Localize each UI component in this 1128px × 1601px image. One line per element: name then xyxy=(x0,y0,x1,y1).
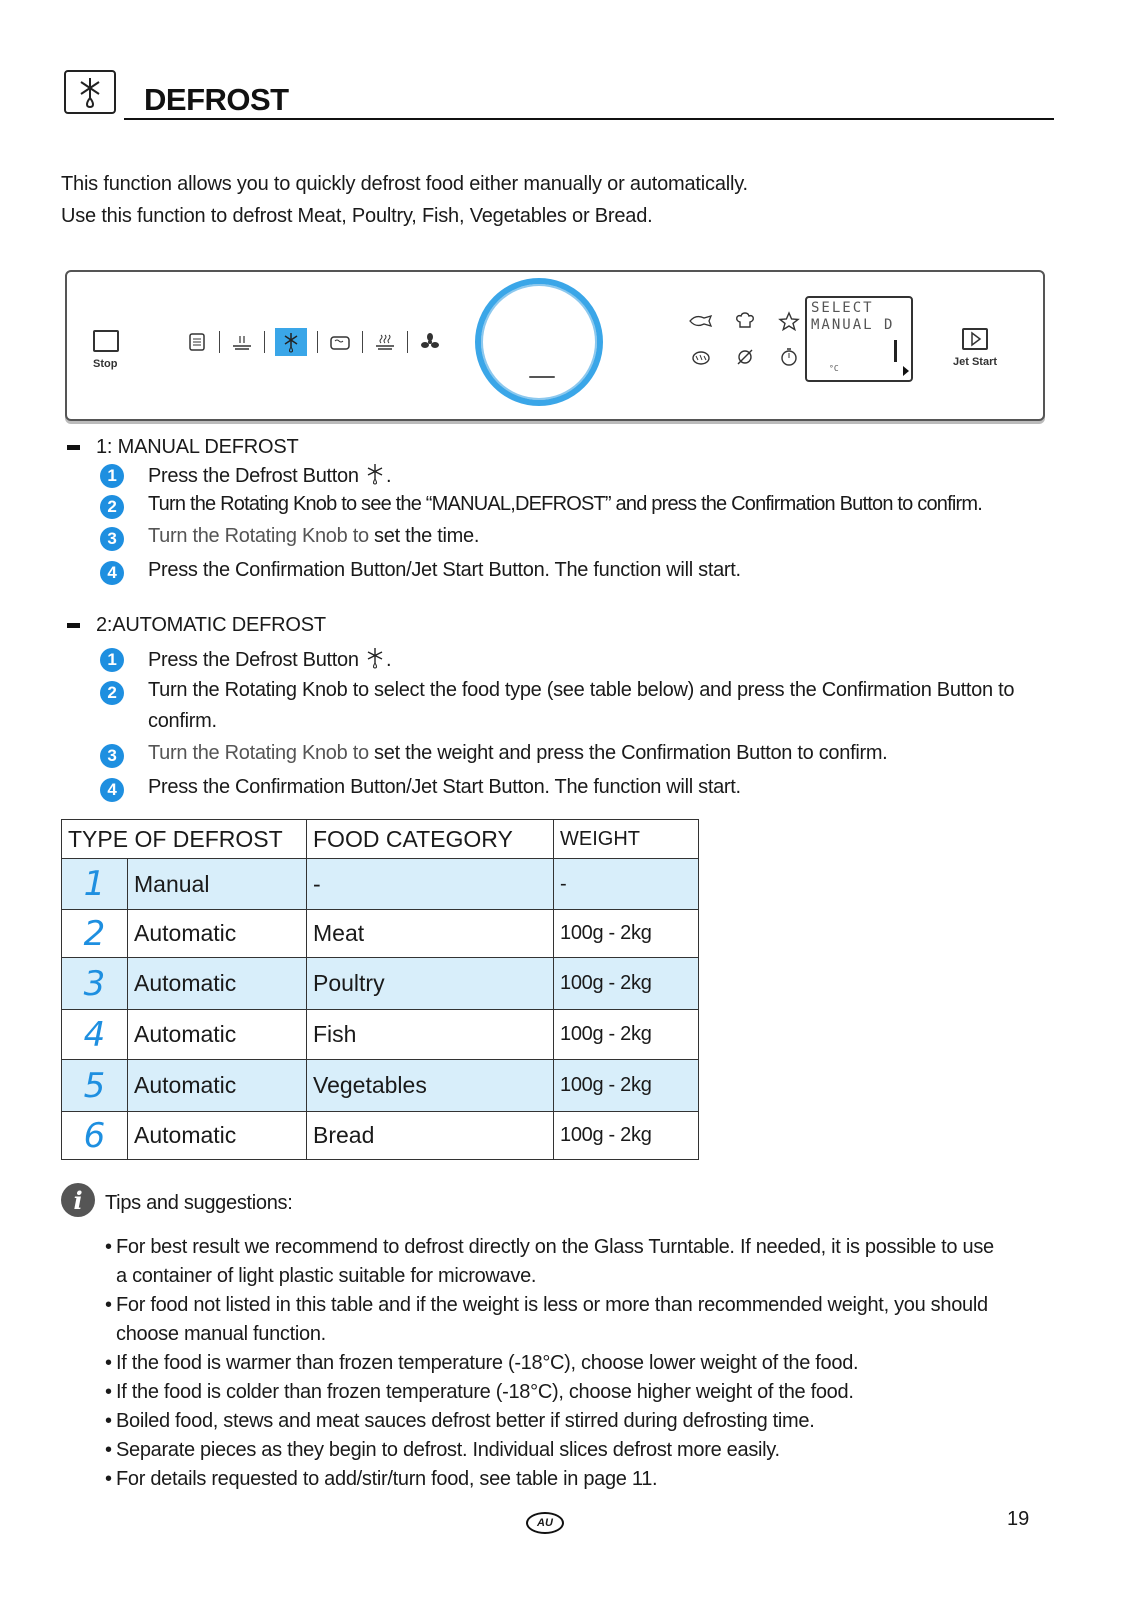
row-type: Automatic xyxy=(128,1060,307,1112)
stop-label: Stop xyxy=(93,358,118,370)
table-row xyxy=(62,958,699,1010)
jet-start-button xyxy=(953,328,997,368)
tip-item: • If the food is colder than frozen temperature (-18°C), choose higher weight of the food. xyxy=(105,1378,1045,1407)
tip-item: • Separate pieces as they begin to defrost. Individual slices defrost more easily. xyxy=(105,1436,1045,1465)
row-food: Fish xyxy=(307,1010,554,1060)
defrost-icon xyxy=(364,646,386,676)
step-number: 4 xyxy=(100,778,124,802)
step-text: Turn the Rotating Knob to see the “MANUAL,DEFROST” and press the Confirmation Button to confirm. xyxy=(148,493,982,515)
step-text-end: . xyxy=(385,465,392,487)
step-number: 1 xyxy=(100,464,124,488)
separator xyxy=(264,331,265,353)
step-number: 3 xyxy=(100,744,124,768)
step-number: 2 xyxy=(100,681,124,705)
row-digit: 3 xyxy=(62,958,128,1010)
heading-dash xyxy=(67,623,80,628)
display-unit: °C xyxy=(829,364,839,373)
table-row xyxy=(62,1060,699,1112)
table-row xyxy=(62,910,699,958)
tip-line: For food not listed in this table and if the weight is less or more than recommended weight, you should xyxy=(116,1294,988,1316)
steam-icon xyxy=(373,330,397,354)
chef-icon xyxy=(723,310,767,332)
defrost-icon xyxy=(64,70,116,114)
bread-icon xyxy=(679,346,723,368)
step-number: 3 xyxy=(100,527,124,551)
row-food: Vegetables xyxy=(307,1060,554,1112)
row-weight: 100g - 2kg xyxy=(554,910,699,958)
heading-text: 2:AUTOMATIC DEFROST xyxy=(96,614,326,636)
no-cook-icon xyxy=(723,346,767,368)
row-type: Manual xyxy=(128,859,307,910)
tip-line: a container of light plastic suitable for microwave. xyxy=(116,1265,537,1287)
step-number: 2 xyxy=(100,495,124,519)
tip-line: choose manual function. xyxy=(116,1323,326,1345)
row-food: - xyxy=(307,859,554,910)
step-text: Press the Confirmation Button/Jet Start Button. The function will start. xyxy=(148,776,741,798)
separator xyxy=(362,331,363,353)
table-row xyxy=(62,1010,699,1060)
tip-item: • For best result we recommend to defrost directly on the Glass Turntable. If needed, it is possible to use a container of light plastic suitable for microwave. xyxy=(105,1236,994,1287)
play-icon xyxy=(962,328,988,350)
step-text-end: . xyxy=(385,649,392,671)
separator xyxy=(407,331,408,353)
tip-line: If the food is warmer than frozen temperature (-18°C), choose lower weight of the food. xyxy=(116,1352,859,1374)
table-header: TYPE OF DEFROST xyxy=(62,820,307,859)
automatic-defrost-heading xyxy=(67,614,326,637)
heading-dash xyxy=(67,445,80,450)
row-digit: 4 xyxy=(62,1010,128,1060)
page-number: 19 xyxy=(1007,1508,1030,1530)
lcd-display xyxy=(805,296,913,382)
row-food: Bread xyxy=(307,1112,554,1160)
step-text-continued: confirm. xyxy=(148,710,217,732)
auto-cook-icon xyxy=(679,310,723,332)
rotating-knob xyxy=(475,278,603,406)
jet-start-label: Jet Start xyxy=(953,356,998,368)
step-number: 4 xyxy=(100,561,124,585)
step-text: Press the Defrost Button xyxy=(148,649,359,671)
control-panel-illustration xyxy=(65,270,1045,421)
separator xyxy=(317,331,318,353)
crisp-icon xyxy=(230,330,254,354)
table-row xyxy=(62,859,699,910)
table-row xyxy=(62,1112,699,1160)
title-divider xyxy=(124,118,1054,120)
function-icons xyxy=(679,310,811,368)
microwave-icon xyxy=(185,330,209,354)
table-header: WEIGHT xyxy=(554,820,699,859)
tip-line: For best result we recommend to defrost directly on the Glass Turntable. If needed, it is possible to use xyxy=(116,1236,994,1258)
step-text-gray: Turn the Rotating Knob to xyxy=(148,525,369,547)
display-line-2: MANUAL D xyxy=(811,317,895,333)
row-type: Automatic xyxy=(128,910,307,958)
tip-line: For details requested to add/stir/turn food, see table in page 11. xyxy=(116,1468,658,1490)
row-type: Automatic xyxy=(128,1010,307,1060)
page-title: DEFROST xyxy=(144,82,289,117)
row-type: Automatic xyxy=(128,958,307,1010)
display-line-1: SELECT xyxy=(811,300,874,316)
tip-line: Separate pieces as they begin to defrost. Individual slices defrost more easily. xyxy=(116,1439,780,1461)
tips-list xyxy=(105,1233,1045,1494)
step-text: set the weight and press the Confirmation Button to confirm. xyxy=(368,742,888,764)
step-text: Press the Defrost Button xyxy=(148,465,359,487)
step-text-gray: Turn the Rotating Knob to xyxy=(148,742,369,764)
knob-marker xyxy=(529,376,555,378)
row-weight: 100g - 2kg xyxy=(554,1112,699,1160)
step-text: Turn the Rotating Knob to select the food type (see table below) and press the Confirmation Button to xyxy=(148,679,1015,701)
intro-text xyxy=(61,168,748,232)
intro-line: This function allows you to quickly defrost food either manually or automatically. xyxy=(61,173,748,195)
stop-button xyxy=(93,330,119,370)
row-digit: 5 xyxy=(62,1060,128,1112)
row-weight: 100g - 2kg xyxy=(554,958,699,1010)
row-digit: 1 xyxy=(62,859,128,910)
display-indicator-icon xyxy=(903,366,909,376)
step-number: 1 xyxy=(100,648,124,672)
defrost-icon xyxy=(364,462,386,492)
fan-icon xyxy=(418,330,442,354)
table-header-row xyxy=(62,820,699,859)
display-digit xyxy=(894,340,897,362)
tips-title: Tips and suggestions: xyxy=(105,1192,293,1214)
step-text: set the time. xyxy=(368,525,480,547)
stop-icon xyxy=(93,330,119,352)
row-weight: 100g - 2kg xyxy=(554,1010,699,1060)
tip-item: • If the food is warmer than frozen temperature (-18°C), choose lower weight of the food. xyxy=(105,1349,1045,1378)
row-digit: 6 xyxy=(62,1112,128,1160)
info-icon: i xyxy=(61,1183,95,1217)
row-type: Automatic xyxy=(128,1112,307,1160)
row-food: Meat xyxy=(307,910,554,958)
grill-icon xyxy=(328,330,352,354)
table-header: FOOD CATEGORY xyxy=(307,820,554,859)
defrost-table xyxy=(61,819,699,1160)
row-weight: 100g - 2kg xyxy=(554,1060,699,1112)
tip-item: • Boiled food, stews and meat sauces defrost better if stirred during defrosting time. xyxy=(105,1407,1045,1436)
row-food: Poultry xyxy=(307,958,554,1010)
manual-defrost-heading xyxy=(67,436,299,459)
step-text: Press the Confirmation Button/Jet Start Button. The function will start. xyxy=(148,559,741,581)
defrost-button-icon xyxy=(275,328,307,356)
tip-item: • For details requested to add/stir/turn food, see table in page 11. xyxy=(105,1465,1045,1494)
row-weight: - xyxy=(554,859,699,910)
tip-line: If the food is colder than frozen temperature (-18°C), choose higher weight of the food. xyxy=(116,1381,854,1403)
row-digit: 2 xyxy=(62,910,128,958)
intro-line: Use this function to defrost Meat, Poultry, Fish, Vegetables or Bread. xyxy=(61,205,653,227)
region-badge: AU xyxy=(526,1512,564,1534)
mode-buttons xyxy=(185,328,442,356)
tip-line: Boiled food, stews and meat sauces defrost better if stirred during defrosting time. xyxy=(116,1410,815,1432)
heading-text: 1: MANUAL DEFROST xyxy=(96,436,299,458)
separator xyxy=(219,331,220,353)
tip-item: • For food not listed in this table and if the weight is less or more than recommended weight, you should choose manual function. xyxy=(105,1294,988,1345)
